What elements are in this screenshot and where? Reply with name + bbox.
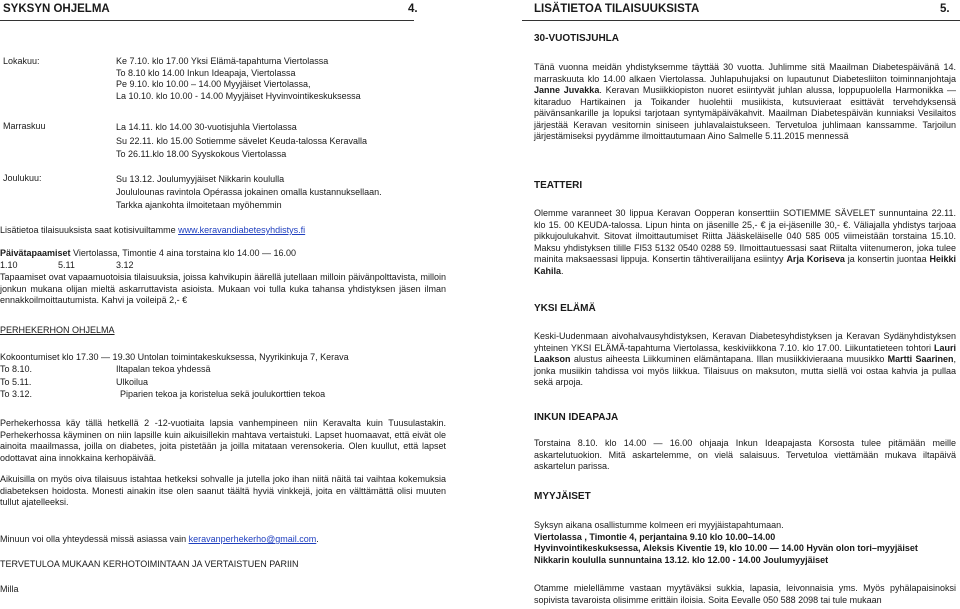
myyjaiset-block	[534, 520, 956, 566]
section-title-30-vuotisjuhla: 30-VUOTISJUHLA	[534, 33, 620, 44]
schedule-line: To 8.10 klo 14.00 Inkun Ideapaja, Viertolassa	[116, 67, 296, 78]
website-link[interactable]: www.keravandiabetesyhdistys.fi	[178, 225, 306, 235]
section-title-yksi-elama: YKSI ELÄMÄ	[534, 303, 596, 314]
schedule-line: La 10.10. klo 10.00 - 14.00 Myyjäiset Hyvinvointikeskuksessa	[116, 90, 361, 101]
contact-line	[0, 534, 319, 546]
welcome-line: TERVETULOA MUKAAN KERHOTOIMINTAAN JA VERTAISTUEN PARIIN	[0, 559, 299, 569]
contact-text: Minuun voi olla yhteydessä missä asiassa vain	[0, 534, 189, 544]
info-line	[0, 225, 305, 237]
date-item: 1.10	[0, 260, 18, 270]
lokakuu-label: Lokakuu:	[3, 56, 40, 66]
date-item: 5.11	[58, 260, 75, 270]
schedule-line: Ke 7.10. klo 17.00 Yksi Elämä-tapahtuma Viertolassa	[116, 56, 329, 66]
perhekerho-event: Piparien tekoa ja koristelua sekä joulukorttien tekoa	[120, 389, 326, 399]
perhekerho-row	[0, 377, 446, 390]
section-text-30-vuotisjuhla: Tänä vuonna meidän yhdistyksemme täyttää 30 vuotta. Juhlimme sitä Maailman Diabetespäivänä 14. marraskuuta klo 14.00 alkaen Viertolassa. Juhlapuhujaksi on lupautunut Diabetesliiton toiminnanjohtaja Janne Juvakka. Keravan Musiikkiopiston nuoret esiintyvät juhlan alussa, loppupuolella Harmonikka — kitaraduo Hartikainen ja Toikander huolehtii musiikista, kutsuvieraat esittävät tervehdyksensä päivänsankarille ja lopuksi tarjotaan syntymäpäiväkahvit. Maailman Diabetespäivän kunniaksi Vesilaitos järjestää Keravan vesitornin siniseen juhlavalaistukseen. Tervetuloa juhlimaan kanssamme. Tarjoilun järjestämiseksi pyydämme ilmoittautumaan Aino Salmelle 5.11.2015 mennessä	[534, 62, 956, 141]
info-text: Lisätietoa tilaisuuksista saat kotisivuiltamme	[0, 225, 179, 235]
myyjaiset-line: Nikkarin koululla sunnuntaina 13.12. klo 12.00 - 14.00 Joulumyyjäiset	[534, 554, 829, 565]
perhekerho-row	[0, 364, 446, 377]
paivatapaamiset-place: Viertolassa, Timontie 4 aina torstaina klo 14.00 — 16.00	[70, 248, 297, 258]
marraskuu-label: Marraskuu	[3, 121, 46, 131]
date-item: 3.12	[116, 260, 134, 270]
schedule-line: Su 13.12. Joulumyyjäiset Nikkarin koululla	[116, 174, 285, 184]
myyjaiset-line: Hyvinvointikeskuksessa, Aleksis Kiventie 19, klo 10.00 — 14.00 Hyvän olon tori–myyjäiset	[534, 543, 918, 553]
perhekerho-title: PERHEKERHON OHJELMA	[0, 325, 115, 335]
section-text-yksi-elama: Keski-Uudenmaan aivohalvausyhdistyksen, Keravan Diabetesyhdistyksen ja Keravan Sydänyhdistyksen yhteinen YKSI ELÄMÄ-tapahtuma Viertolassa, keskiviikkona 7.10. klo 17.00. Liikuntatieteen tohtori Lauri Laakson alustus aiheesta Liikkuminen elämäntapana. Illan musiikkivieraana muusikko Martti Saarinen, jonka musiikin tahdissa voi myös liikkua. Tilaisuus on maksuton, mutta siellä voi ostaa kahvia ja pullaa sekä arpoja.	[534, 331, 956, 387]
right-page-number: 5.	[940, 3, 950, 15]
left-page-number: 4.	[408, 3, 418, 15]
myyjaiset-intro: Syksyn aikana osallistumme kolmeen eri myyjäistapahtumaan.	[534, 520, 784, 530]
paivatapaamiset-heading	[0, 248, 296, 260]
schedule-line: Tarkka ajankohta ilmoitetaan myöhemmin	[116, 200, 282, 210]
section-text-inkun-ideapaja: Torstaina 8.10. klo 14.00 — 16.00 ohjaaja Inkun Ideapajasta Korsosta tulee pitämään meille askartelutuokion. Mitä askartelemme, on vielä salaisuus. Tervetuloa viettämään mukava iltapäivä askartelun parissa.	[534, 438, 956, 471]
perhekerho-date: To 3.12.	[0, 389, 33, 399]
lokakuu-schedule	[116, 56, 446, 102]
left-page-header: SYKSYN OHJELMA	[3, 3, 110, 15]
schedule-line: Su 22.11. klo 15.00 Sotiemme sävelet Keuda-talossa Keravalla	[116, 135, 367, 146]
right-page-header: LISÄTIETOA TILAISUUKSISTA	[534, 3, 700, 15]
schedule-line: To 26.11.klo 18.00 Syyskokous Viertolassa	[116, 149, 287, 159]
schedule-line: Pe 9.10. klo 10.00 – 14.00 Myyjäiset Viertolassa,	[116, 79, 311, 89]
joulukuu-schedule	[116, 173, 446, 212]
perhekerho-event: Ulkoilua	[116, 376, 149, 387]
perhekerho-meeting: Kokoontumiset klo 17.30 — 19.30 Untolan toimintakeskuksessa, Nyyrikinkuja 7, Kerava	[0, 352, 349, 362]
schedule-line: Joululounas ravintola Opérassa jokainen omalla kustannuksellaan.	[116, 187, 382, 197]
perhekerho-row	[0, 389, 446, 402]
myyjaiset-text: Otamme mielellämme vastaan myytäväksi sukkia, lapasia, leivonnaisia yms. Myös pyhälapaisinoksi sopivista tavaroista olisimme erittäin iloisia. Soita Eevalle 050 588 2098 tai tule mukaan	[534, 583, 956, 605]
paivatapaamiset-text: Tapaamiset ovat vapaamuotoisia tilaisuuksia, joissa kahvikupin äärellä jutellaan milloin päivänpolttavista, milloin jonkun mukana olijan mieltä askarruttavista asioista. Mukaan voi tulla kuka tahansa yhdistyksen jäsen ilman ennakkoilmoittautumista. Kahvi ja voileipä 2,- €	[0, 272, 446, 305]
schedule-line: La 14.11. klo 14.00 30-vuotisjuhla Viertolassa	[116, 122, 297, 132]
email-link[interactable]: keravanperhekerho@gmail.com	[188, 534, 317, 544]
perhekerho-text-2: Aikuisilla on myös oiva tilaisuus istahtaa hetkeksi sohvalle ja jutella joko ihan niitä näitä tai vaihtaa kokemuksia diabeteksen hoidosta. Monesti ainakin itse olen saanut täältä hyviä vinkkejä, joita en välttämättä olisi muuten tullut ajatelleeksi.	[0, 474, 446, 507]
perhekerho-date: To 5.11.	[0, 376, 32, 387]
myyjaiset-line: Viertolassa , Timontie 4, perjantaina 9.10 klo 10.00–14.00	[534, 531, 776, 542]
perhekerho-date: To 8.10.	[0, 364, 33, 374]
perhekerho-event: Iltapalan tekoa yhdessä	[116, 364, 211, 374]
section-title-teatteri: TEATTERI	[534, 180, 583, 191]
signature: Milla	[0, 584, 19, 594]
section-text-teatteri: Olemme varanneet 30 lippua Keravan Oopperan konserttiin SOTIEMME SÄVELET sunnuntaina 22.11. klo 15. 00 KEUDA-talossa. Lipun hinta on jäsenille 25,- € ja ei-jäsenille 30,- €. Väliajalla yhdistys tarjoaa pikkujoulukahvit. Sitovat ilmoittautumiset Riitta Jääskeläiselle 040 585 005 viimeistään torstaina 15.10. Maksu yhdistyksen tilille FI53 5132 0540 0288 59. Ilmoittautuessasi saat Riitalta viitenumeron, joka tulee mainita maksaessasi lippuja. Konsertin tähtiverailijana esiintyy Arja Koriseva ja konsertin juontaa Heikki Kahila.	[534, 208, 956, 276]
section-title-inkun-ideapaja: INKUN IDEAPAJA	[534, 412, 619, 423]
contact-end: .	[316, 534, 319, 544]
perhekerho-schedule	[0, 364, 446, 402]
joulukuu-label: Joulukuu:	[3, 173, 42, 183]
perhekerho-text-1: Perhekerhossa käy tällä hetkellä 2 -12-vuotiaita lapsia vanhempineen niin Keravalta kuin Tuusulastakin. Perhekerhossa käyminen on niin lapsille kuin aikuisillekin mahtava vertaistuki. Lapset huomaavat, että eivät ole ainoita maailmassa, joilla on diabetes, joita pistetään ja joilla mitataan verensokeria. Olen kuullut, että lapset odottavat aina innokkaina kerhopäivää.	[0, 418, 446, 463]
left-header-divider	[0, 20, 414, 21]
paivatapaamiset-title: Päivätapaamiset	[0, 248, 71, 258]
marraskuu-schedule	[116, 121, 446, 162]
section-title-myyjaiset: MYYJÄISET	[534, 491, 591, 502]
right-header-divider	[522, 20, 960, 21]
